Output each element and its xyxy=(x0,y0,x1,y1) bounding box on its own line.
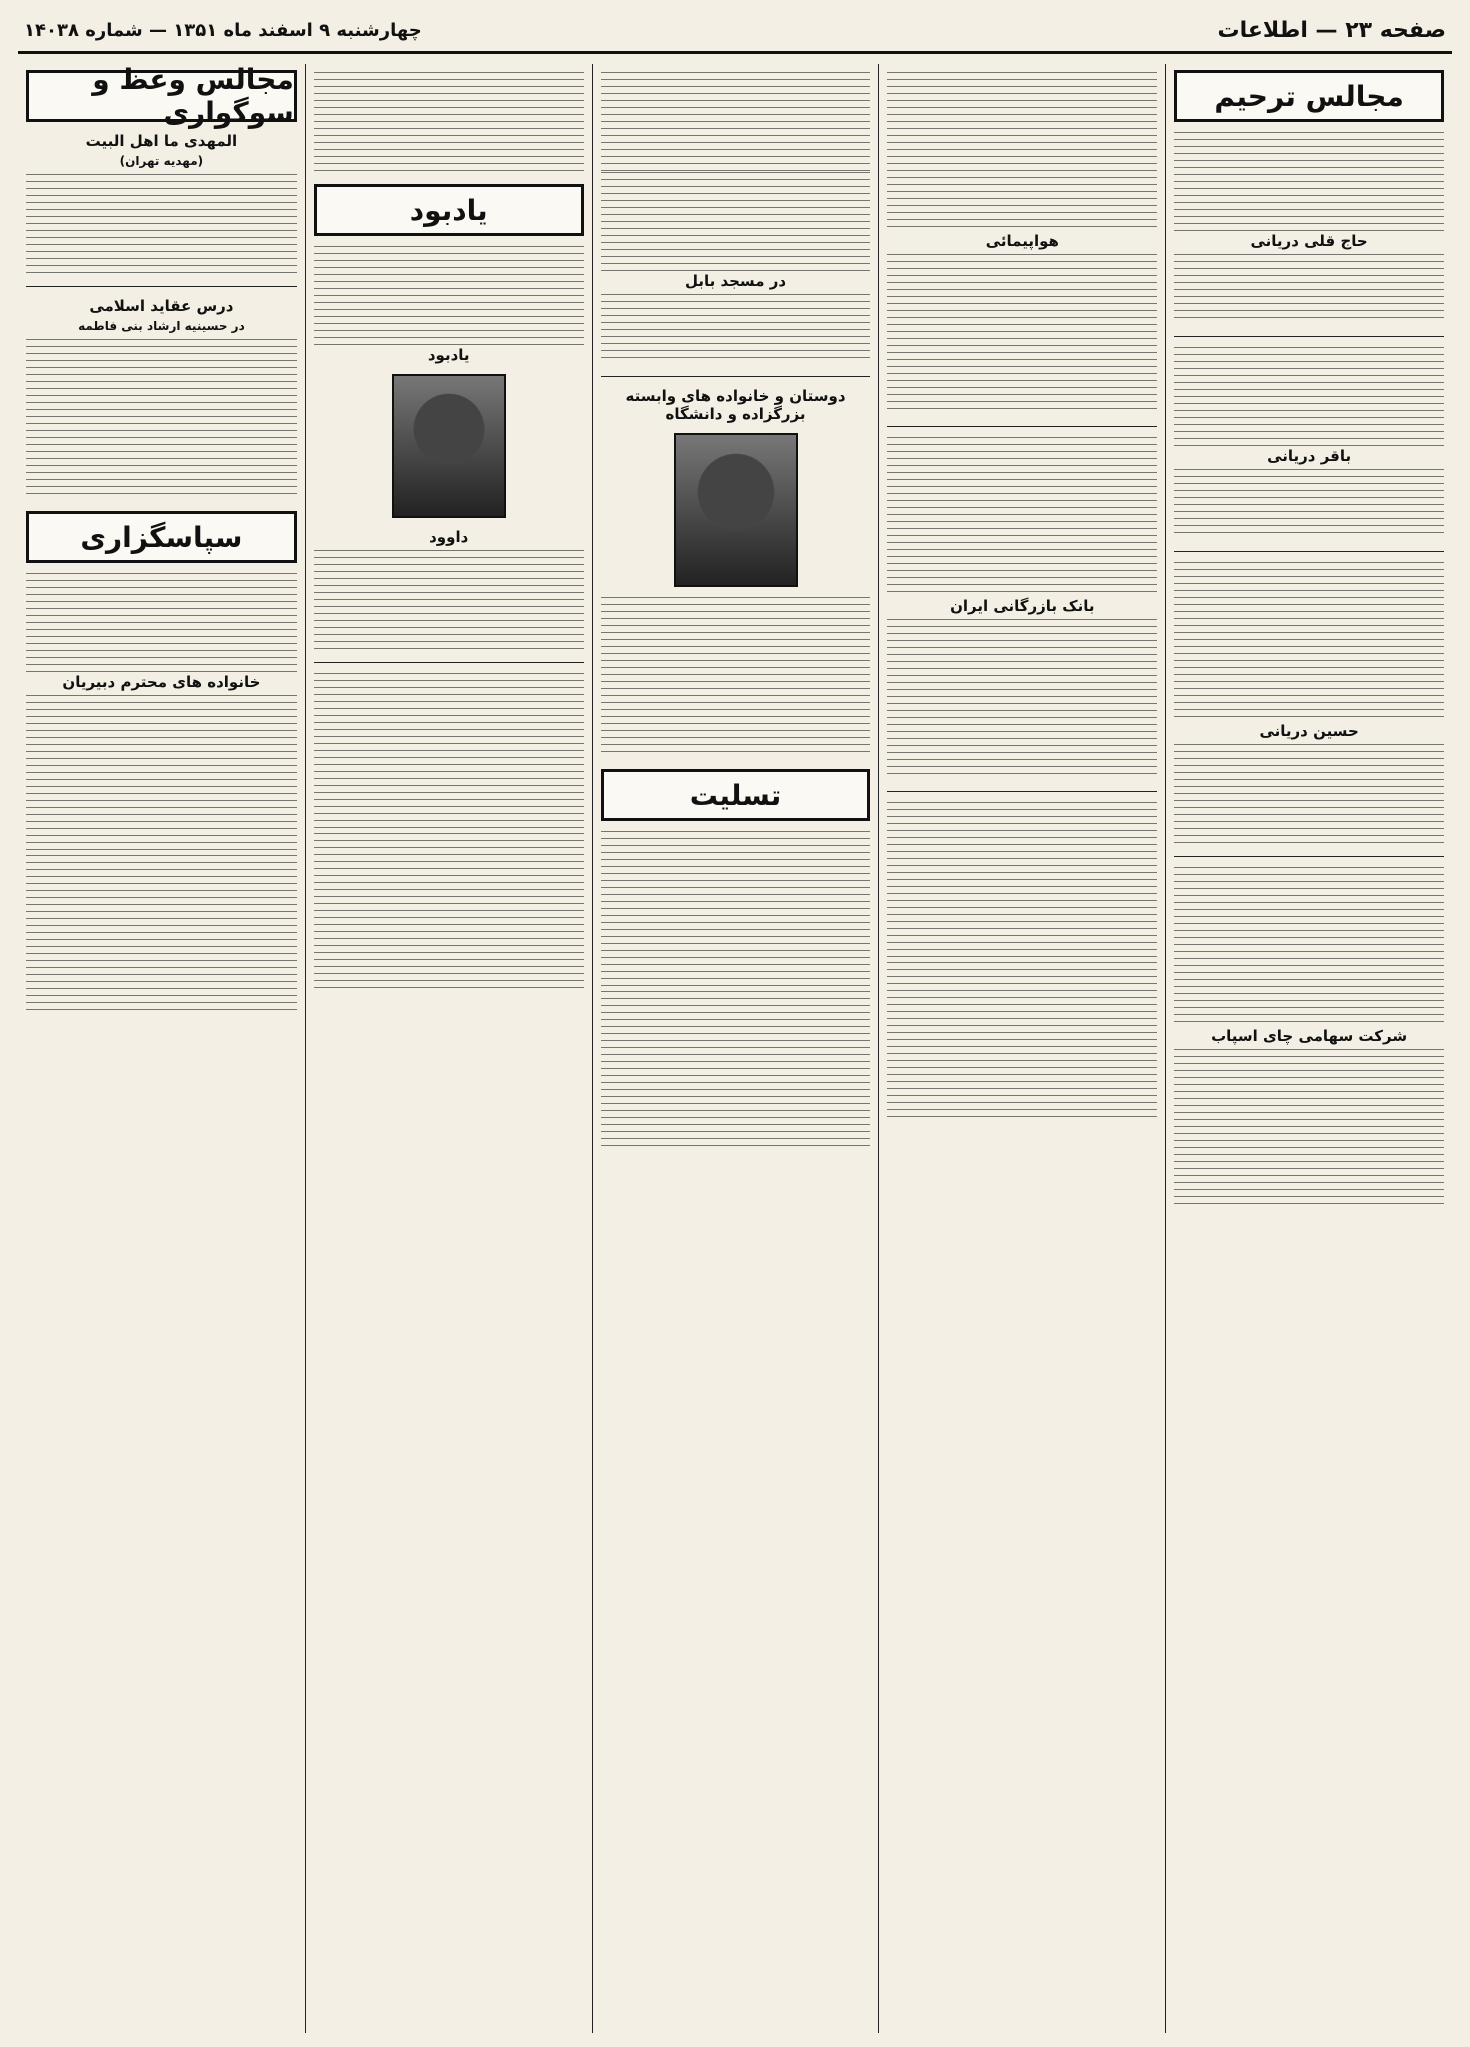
column-2 xyxy=(878,64,1165,2033)
banner-thanks: سپاسگزاری xyxy=(26,511,297,563)
notice-block xyxy=(601,387,871,757)
divider xyxy=(1174,856,1444,857)
photo-wrap xyxy=(314,368,584,528)
header-left: چهارشنبه ۹ اسفند ماه ۱۳۵۱ — شماره ۱۴۰۳۸ xyxy=(24,20,422,41)
notice-title: حسین دریانی xyxy=(1259,722,1359,740)
notice-block xyxy=(1174,562,1444,844)
text-lines xyxy=(1174,132,1444,232)
notice-block xyxy=(1174,347,1444,539)
divider xyxy=(26,286,297,287)
columns xyxy=(18,64,1452,2033)
portrait-photo xyxy=(674,433,798,587)
text-lines xyxy=(887,72,1157,232)
banner-sermon-mourning: مجالس وعظ و سوگواری xyxy=(26,70,297,122)
notice-subtitle: در حسینیه ارشاد بنی فاطمه xyxy=(78,319,245,333)
text-lines xyxy=(887,962,1157,1122)
notice-title: یادبود xyxy=(427,346,470,364)
notice-block xyxy=(887,72,1157,414)
text-lines xyxy=(314,673,584,833)
notice-block xyxy=(1174,867,1444,1209)
text-lines xyxy=(1174,562,1444,722)
notice-title: حاج قلی دریانی xyxy=(1250,232,1368,250)
notice-title: خانواده های محترم دبیریان xyxy=(62,673,261,691)
notice-title: بانک بازرگانی ایران xyxy=(950,597,1095,615)
notice-block xyxy=(314,246,584,650)
text-lines xyxy=(314,833,584,993)
text-lines xyxy=(26,695,297,855)
text-lines xyxy=(887,802,1157,962)
notice-title: المهدی ما اهل البیت xyxy=(85,132,238,150)
notice-block xyxy=(26,573,297,1015)
divider xyxy=(1174,336,1444,337)
notice-title: داوود xyxy=(429,528,469,546)
text-lines xyxy=(26,573,297,673)
text-lines xyxy=(601,294,871,364)
text-lines xyxy=(26,339,297,499)
text-lines xyxy=(601,72,871,172)
column-1 xyxy=(1165,64,1452,2033)
text-lines xyxy=(1174,254,1444,324)
portrait-photo xyxy=(392,374,506,518)
text-lines xyxy=(601,172,871,272)
column-5 xyxy=(18,64,305,2033)
text-lines xyxy=(314,72,584,172)
text-lines xyxy=(601,831,871,991)
divider xyxy=(1174,551,1444,552)
notice-block xyxy=(314,673,584,993)
text-lines xyxy=(1174,469,1444,539)
notice-block xyxy=(887,437,1157,779)
text-lines xyxy=(601,991,871,1151)
page-header xyxy=(18,14,1452,54)
notice-title: هواپیمائی xyxy=(985,232,1059,250)
banner-condolences: تسلیت xyxy=(601,769,871,821)
text-lines xyxy=(1174,1049,1444,1209)
text-lines xyxy=(26,855,297,1015)
text-lines xyxy=(314,550,584,650)
notice-title: باقر دریانی xyxy=(1267,447,1352,465)
column-4 xyxy=(305,64,592,2033)
text-lines xyxy=(887,619,1157,779)
notice-block xyxy=(601,72,871,364)
text-lines xyxy=(1174,867,1444,1027)
notice-title: شرکت سهامی چای اسپاب xyxy=(1211,1027,1408,1045)
notice-block xyxy=(601,831,871,1151)
notice-subtitle: (مهدیه تهران) xyxy=(119,154,204,168)
header-right: صفحه ۲۳ — اطلاعات xyxy=(1217,18,1446,43)
notice-block xyxy=(26,297,297,499)
text-lines xyxy=(887,254,1157,414)
notice-title: دوستان و خانواده های وابسته بزرگزاده و دانشگاه xyxy=(625,387,846,423)
column-3 xyxy=(592,64,879,2033)
text-lines xyxy=(601,597,871,757)
notice-block xyxy=(26,132,297,274)
text-lines xyxy=(1174,347,1444,447)
banner-condolence-gatherings: مجالس ترحیم xyxy=(1174,70,1444,122)
divider xyxy=(887,791,1157,792)
divider xyxy=(314,662,584,663)
text-lines xyxy=(26,174,297,274)
divider xyxy=(887,426,1157,427)
text-lines xyxy=(887,437,1157,597)
notice-title: در مسجد بابل xyxy=(684,272,787,290)
text-lines xyxy=(314,246,584,346)
text-lines xyxy=(1174,744,1444,844)
notice-block xyxy=(887,802,1157,1122)
banner-memorial: یادبود xyxy=(314,184,584,236)
notice-block xyxy=(1174,132,1444,324)
divider xyxy=(601,376,871,377)
notice-block xyxy=(314,72,584,172)
photo-wrap xyxy=(601,427,871,597)
notice-title: درس عقاید اسلامی xyxy=(89,297,234,315)
